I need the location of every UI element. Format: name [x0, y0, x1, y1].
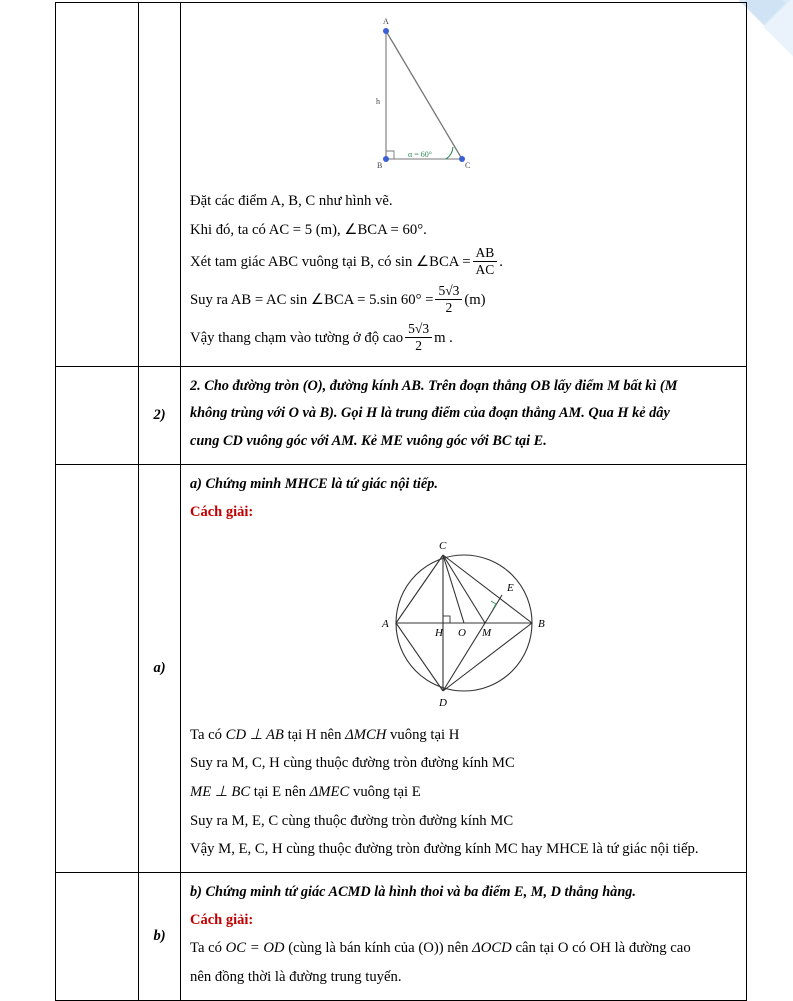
solution-line: Khi đó, ta có AC = 5 (m), ∠BCA = 60°.	[190, 221, 427, 238]
problem-line: không trùng với O và B). Gọi H là trung điểm của đoạn thẳng AM. Qua H kẻ dây	[190, 405, 670, 422]
line3-pre: Xét tam giác ABC vuông tại B, có	[190, 254, 396, 271]
proof-line	[190, 721, 737, 750]
line3-post: .	[499, 254, 503, 271]
right-triangle-ladder-figure	[181, 3, 746, 181]
part-b-question: b) Chứng minh tứ giác ACMD là hình thoi và ba điểm E, M, D thẳng hàng.	[190, 883, 637, 900]
svg-text:C: C	[464, 161, 470, 170]
table-row	[56, 366, 747, 465]
svg-text:O: O	[457, 626, 466, 639]
proof-italic: ΔMCH	[345, 726, 387, 743]
proof-mid: tại H nên	[283, 726, 346, 743]
fraction-5root3-2b: $\frac{5√3}{2}$	[405, 322, 432, 354]
proof-pre: Ta có	[190, 940, 226, 957]
svg-text:α = 60°: α = 60°	[407, 150, 432, 159]
table-row	[56, 872, 747, 1000]
row1-col1	[56, 3, 139, 367]
svg-text:C: C	[438, 539, 446, 552]
proof-line	[190, 934, 737, 963]
proof-line: Suy ra M, E, C cùng thuộc đường tròn đường kính MC	[190, 812, 514, 829]
line5-pre: Vậy thang chạm vào tường ở độ cao	[190, 330, 404, 347]
solution-line: Đặt các điểm A, B, C như hình vẽ.	[190, 193, 393, 209]
solution-line-fraction	[190, 244, 737, 281]
svg-text:E: E	[506, 581, 514, 594]
circle-geometry-figure	[181, 529, 746, 717]
svg-text:A: A	[382, 17, 389, 26]
proof-post: vuông tại E	[349, 783, 421, 800]
line5-post: m .	[434, 330, 453, 347]
table-row	[56, 3, 747, 367]
solution-line-fraction	[190, 281, 737, 319]
proof-italic: CD ⊥ AB	[225, 726, 284, 743]
row1-content	[181, 3, 747, 367]
proof-italic: OC = OD	[225, 940, 285, 957]
proof-pre: Ta có	[190, 726, 226, 743]
svg-text:h: h	[375, 97, 380, 106]
table-row	[56, 465, 747, 873]
svg-text:B: B	[537, 617, 545, 630]
proof-line	[190, 778, 737, 807]
proof-line: Vậy M, E, C, H cùng thuộc đường tròn đường kính MC hay MHCE là tứ giác nội tiếp.	[190, 841, 699, 858]
row2-col1	[56, 366, 139, 465]
problem-statement	[181, 366, 747, 465]
problem-line: 2. Cho đường tròn (O), đường kính AB. Trên đoạn thẳng OB lấy điểm M bất kì (M	[190, 377, 678, 394]
proof-post: vuông tại H	[386, 726, 460, 743]
svg-text:B: B	[376, 161, 382, 170]
row-index-2: 2)	[139, 366, 181, 465]
proof-mid: tại E nên	[250, 783, 310, 800]
fraction-ab-ac: $\frac{AB}{AC}$	[473, 246, 498, 278]
row4-col1	[56, 872, 139, 1000]
line4-post: (m)	[464, 292, 486, 309]
part-a-content	[181, 465, 747, 873]
problem-line: cung CD vuông góc với AM. Kẻ ME vuông góc với BC tại E.	[190, 433, 547, 450]
solution-label: Cách giải:	[190, 504, 254, 520]
solution-label: Cách giải:	[190, 911, 254, 928]
svg-text:M: M	[481, 626, 491, 639]
svg-text:A: A	[381, 617, 389, 630]
row-index-b: b)	[139, 872, 181, 1000]
row1-col2	[139, 3, 181, 367]
solution-table	[55, 2, 747, 1001]
svg-text:D: D	[438, 696, 447, 709]
proof-mid: (cùng là bán kính của (O)) nên	[284, 940, 473, 957]
proof-italic: ΔOCD	[472, 940, 512, 957]
line4-pre: Suy ra AB = AC sin ∠BCA = 5.sin 60° =	[190, 292, 434, 309]
part-b-content	[181, 872, 747, 1000]
svg-text:H: H	[434, 626, 443, 639]
proof-line: nên đồng thời là đường trung tuyến.	[190, 968, 402, 985]
part-a-question: a) Chứng minh MHCE là tứ giác nội tiếp.	[190, 476, 438, 493]
fraction-5root3-2: $\frac{5√3}{2}$	[435, 284, 462, 316]
line3-eq: sin ∠BCA =	[395, 254, 471, 271]
proof-italic: ME ⊥ BC	[190, 783, 251, 800]
row-index-a: a)	[139, 465, 181, 873]
proof-post: cân tại O có OH là đường cao	[511, 940, 691, 957]
proof-line: Suy ra M, C, H cùng thuộc đường tròn đường kính MC	[190, 755, 515, 772]
proof-italic: ΔMEC	[309, 783, 350, 800]
row3-col1	[56, 465, 139, 873]
solution-line-fraction	[190, 319, 737, 357]
